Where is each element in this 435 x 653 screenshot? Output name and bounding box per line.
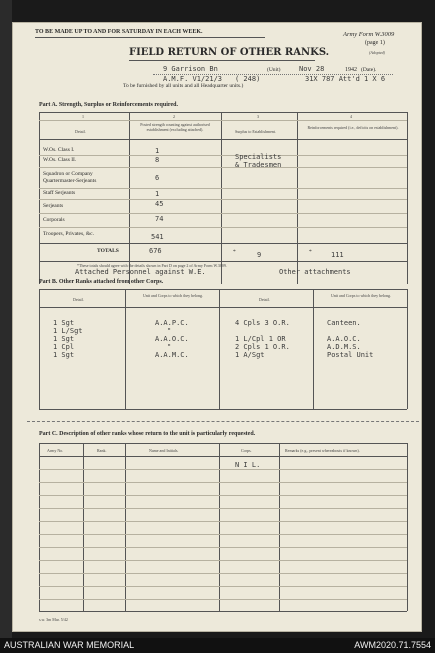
row-line <box>39 573 407 574</box>
part-b-right-border <box>407 289 408 409</box>
row-detail-pte: Troopers, Privates, &c. <box>43 231 94 237</box>
row-line <box>39 586 407 587</box>
part-a-top-border <box>39 112 407 113</box>
row-line <box>39 534 407 535</box>
row-posted-cqms: 6 <box>155 174 160 182</box>
b-left-unit-4: A.A.M.C. <box>155 351 189 359</box>
b-left-unit-0: A.A.P.C. <box>155 319 189 327</box>
part-b-header-unit-1: Unit and Corps to which they belong. <box>142 293 204 298</box>
ref-typed: A.M.F. V1/21/3 <box>163 75 223 83</box>
row-line <box>39 227 407 228</box>
row-line <box>39 560 407 561</box>
b-right-unit-1: A.A.O.C. <box>327 335 361 343</box>
row-line <box>39 199 407 200</box>
b-left-unit-3: " <box>167 343 172 351</box>
furnished-note: To be furnished by all units and all Headquarter units.) <box>123 83 244 89</box>
row-line <box>39 188 407 189</box>
row-posted-ssgt: 1 <box>155 190 160 198</box>
top-note: TO BE MADE UP TO AND FOR SATURDAY IN EACH WEEK. <box>35 29 203 35</box>
b-right-unit-3: Postal Unit <box>327 351 374 359</box>
totals-top-line <box>39 243 407 244</box>
part-a-bottom-border <box>39 261 407 262</box>
part-a-header-posted: Posted strength counting against authorised establishment (excluding attached). <box>140 122 210 132</box>
footer-left: AUSTRALIAN WAR MEMORIAL <box>4 640 135 650</box>
row-line <box>39 167 407 168</box>
fold-line <box>27 421 419 422</box>
part-a-header-detail: Detail. <box>75 129 86 134</box>
total-surplus: 9 <box>257 251 262 259</box>
b-left-detail-0: 1 Sgt <box>53 319 75 327</box>
unit-typed: 9 Garrison Bn <box>163 65 218 73</box>
row-detail-ssgt: Staff Serjeants <box>43 190 76 196</box>
part-c-header-rank: Rank. <box>97 448 107 453</box>
print-code: s.w. 3m Mar. 5/42 <box>39 617 68 622</box>
row-posted-cpl: 74 <box>155 215 164 223</box>
year: 1942 <box>345 67 357 73</box>
page-number: (page 1) <box>365 40 385 46</box>
total-reinf-star: * <box>309 249 312 255</box>
part-a-header-bottom <box>39 139 407 140</box>
part-a-col-divider-3 <box>297 112 298 284</box>
b-left-detail-2: 1 Sgt <box>53 335 75 343</box>
b-left-detail-3: 1 Cpl <box>53 343 75 351</box>
field-return-form <box>12 22 422 632</box>
part-a-col-num-1: 1 <box>82 114 84 119</box>
row-posted-wo1: 1 <box>155 147 160 155</box>
attached-typed: 31X 787 Att'd 1 X 6 <box>305 75 386 83</box>
row-line <box>39 547 407 548</box>
row-posted-pte: 541 <box>151 233 164 241</box>
b-right-unit-0: Canteen. <box>327 319 361 327</box>
typed-note-right: Other attachments <box>279 268 351 276</box>
footer-right: AWM2020.71.7554 <box>354 640 431 650</box>
typed-note-left: Attached Personnel against W.E. <box>75 268 206 276</box>
row-detail-cpl: Corporals <box>43 217 65 223</box>
part-a-heading: Part A. Strength, Surplus or Reinforcements required. <box>39 102 178 108</box>
totals-label: TOTALS <box>97 248 119 254</box>
part-a-header-reinforcements: Reinforcements required (i.e., deficits on establishment). <box>307 125 399 130</box>
part-c-header-army-no: Army No. <box>47 448 64 453</box>
row-detail-sgt: Serjeants <box>43 203 64 209</box>
form-number: Army Form W.3009 <box>343 31 395 38</box>
row-line <box>39 508 407 509</box>
part-a-col-num-2: 2 <box>173 114 175 119</box>
part-b-heading: Part B. Other Ranks attached from other Corps. <box>39 279 164 285</box>
part-a-header-surplus: Surplus to Establishment. <box>235 129 276 134</box>
row-line <box>39 213 407 214</box>
part-b-header-bottom <box>39 307 407 308</box>
b-left-unit-2: A.A.O.C. <box>155 335 189 343</box>
part-a-num-row-line <box>39 120 407 121</box>
total-posted: 676 <box>149 247 162 255</box>
row-detail-wo2: W.Os. Class II. <box>43 157 77 163</box>
b-right-detail-1: 1 L/Cpl 1 OR <box>235 335 286 343</box>
part-a-col-num-4: 4 <box>350 114 352 119</box>
part-b-header-detail-2: Detail. <box>259 297 270 302</box>
unit-label: (Unit) <box>267 67 281 73</box>
part-c-header-corps: Corps. <box>241 448 252 453</box>
part-c-header-remarks: Remarks (e.g., present whereabouts if known). <box>285 448 360 453</box>
adopted-note: (Adopted) <box>369 50 385 55</box>
part-c-header-name: Name and Initials. <box>149 448 179 453</box>
b-right-detail-0: 4 Cpls 3 O.R. <box>235 319 290 327</box>
part-a-col-divider-1 <box>129 112 130 284</box>
part-b-header-unit-2: Unit and Corps to which they belong. <box>330 293 392 298</box>
part-a-right-border <box>407 112 408 284</box>
part-a-left-border <box>39 112 40 284</box>
row-line <box>39 469 407 470</box>
row-posted-sgt: 45 <box>155 200 164 208</box>
part-c-nil: N I L. <box>235 461 261 469</box>
part-c-right-border <box>407 443 408 611</box>
archive-footer <box>0 638 435 653</box>
row-line <box>39 155 407 156</box>
part-a-col-num-3: 3 <box>257 114 259 119</box>
b-left-detail-4: 1 Sgt <box>53 351 75 359</box>
part-b-top-border <box>39 289 407 290</box>
row-detail-wo1: W.Os. Class I. <box>43 147 75 153</box>
total-surplus-star: * <box>233 249 236 255</box>
part-b-bottom-border <box>39 409 407 410</box>
part-c-bottom-border <box>39 611 407 612</box>
b-left-detail-1: 1 L/Sgt <box>53 327 83 335</box>
total-reinforcements: 111 <box>331 251 344 259</box>
row-line <box>39 495 407 496</box>
part-a-footnote: *These totals should agree with the details shown in Part D on page 2 of Army Form W.3009. <box>77 263 227 268</box>
form-title: FIELD RETURN OF OTHER RANKS. <box>129 47 330 58</box>
b-right-detail-3: 1 A/Sgt <box>235 351 265 359</box>
row-line <box>39 482 407 483</box>
b-right-detail-2: 2 Cpls 1 O.R. <box>235 343 290 351</box>
part-b-header-detail-1: Detail. <box>73 297 84 302</box>
row-line <box>39 521 407 522</box>
b-right-unit-2: A.D.M.S. <box>327 343 361 351</box>
row-line <box>39 599 407 600</box>
row-detail-cqms: Squadron or Company Quartermaster-Serjeants <box>43 171 97 184</box>
part-c-heading: Part C. Description of other ranks whose return to the unit is particularly requested. <box>39 431 256 437</box>
date-typed: Nov 28 <box>299 65 325 73</box>
b-left-unit-1: " <box>167 327 172 335</box>
surplus-note-2: & Tradesmen <box>235 161 282 169</box>
part-c-top-border <box>39 443 407 444</box>
binding-strip <box>0 0 12 653</box>
date-label: (Date). <box>361 67 377 73</box>
top-note-underline <box>35 37 265 38</box>
row-posted-wo2: 8 <box>155 156 160 164</box>
part-c-header-bottom <box>39 456 407 457</box>
surplus-note-1: Specialists <box>235 153 282 161</box>
title-underline <box>129 60 315 61</box>
ref-number: ( 248) <box>235 75 261 83</box>
part-a-col-divider-2 <box>221 112 222 284</box>
